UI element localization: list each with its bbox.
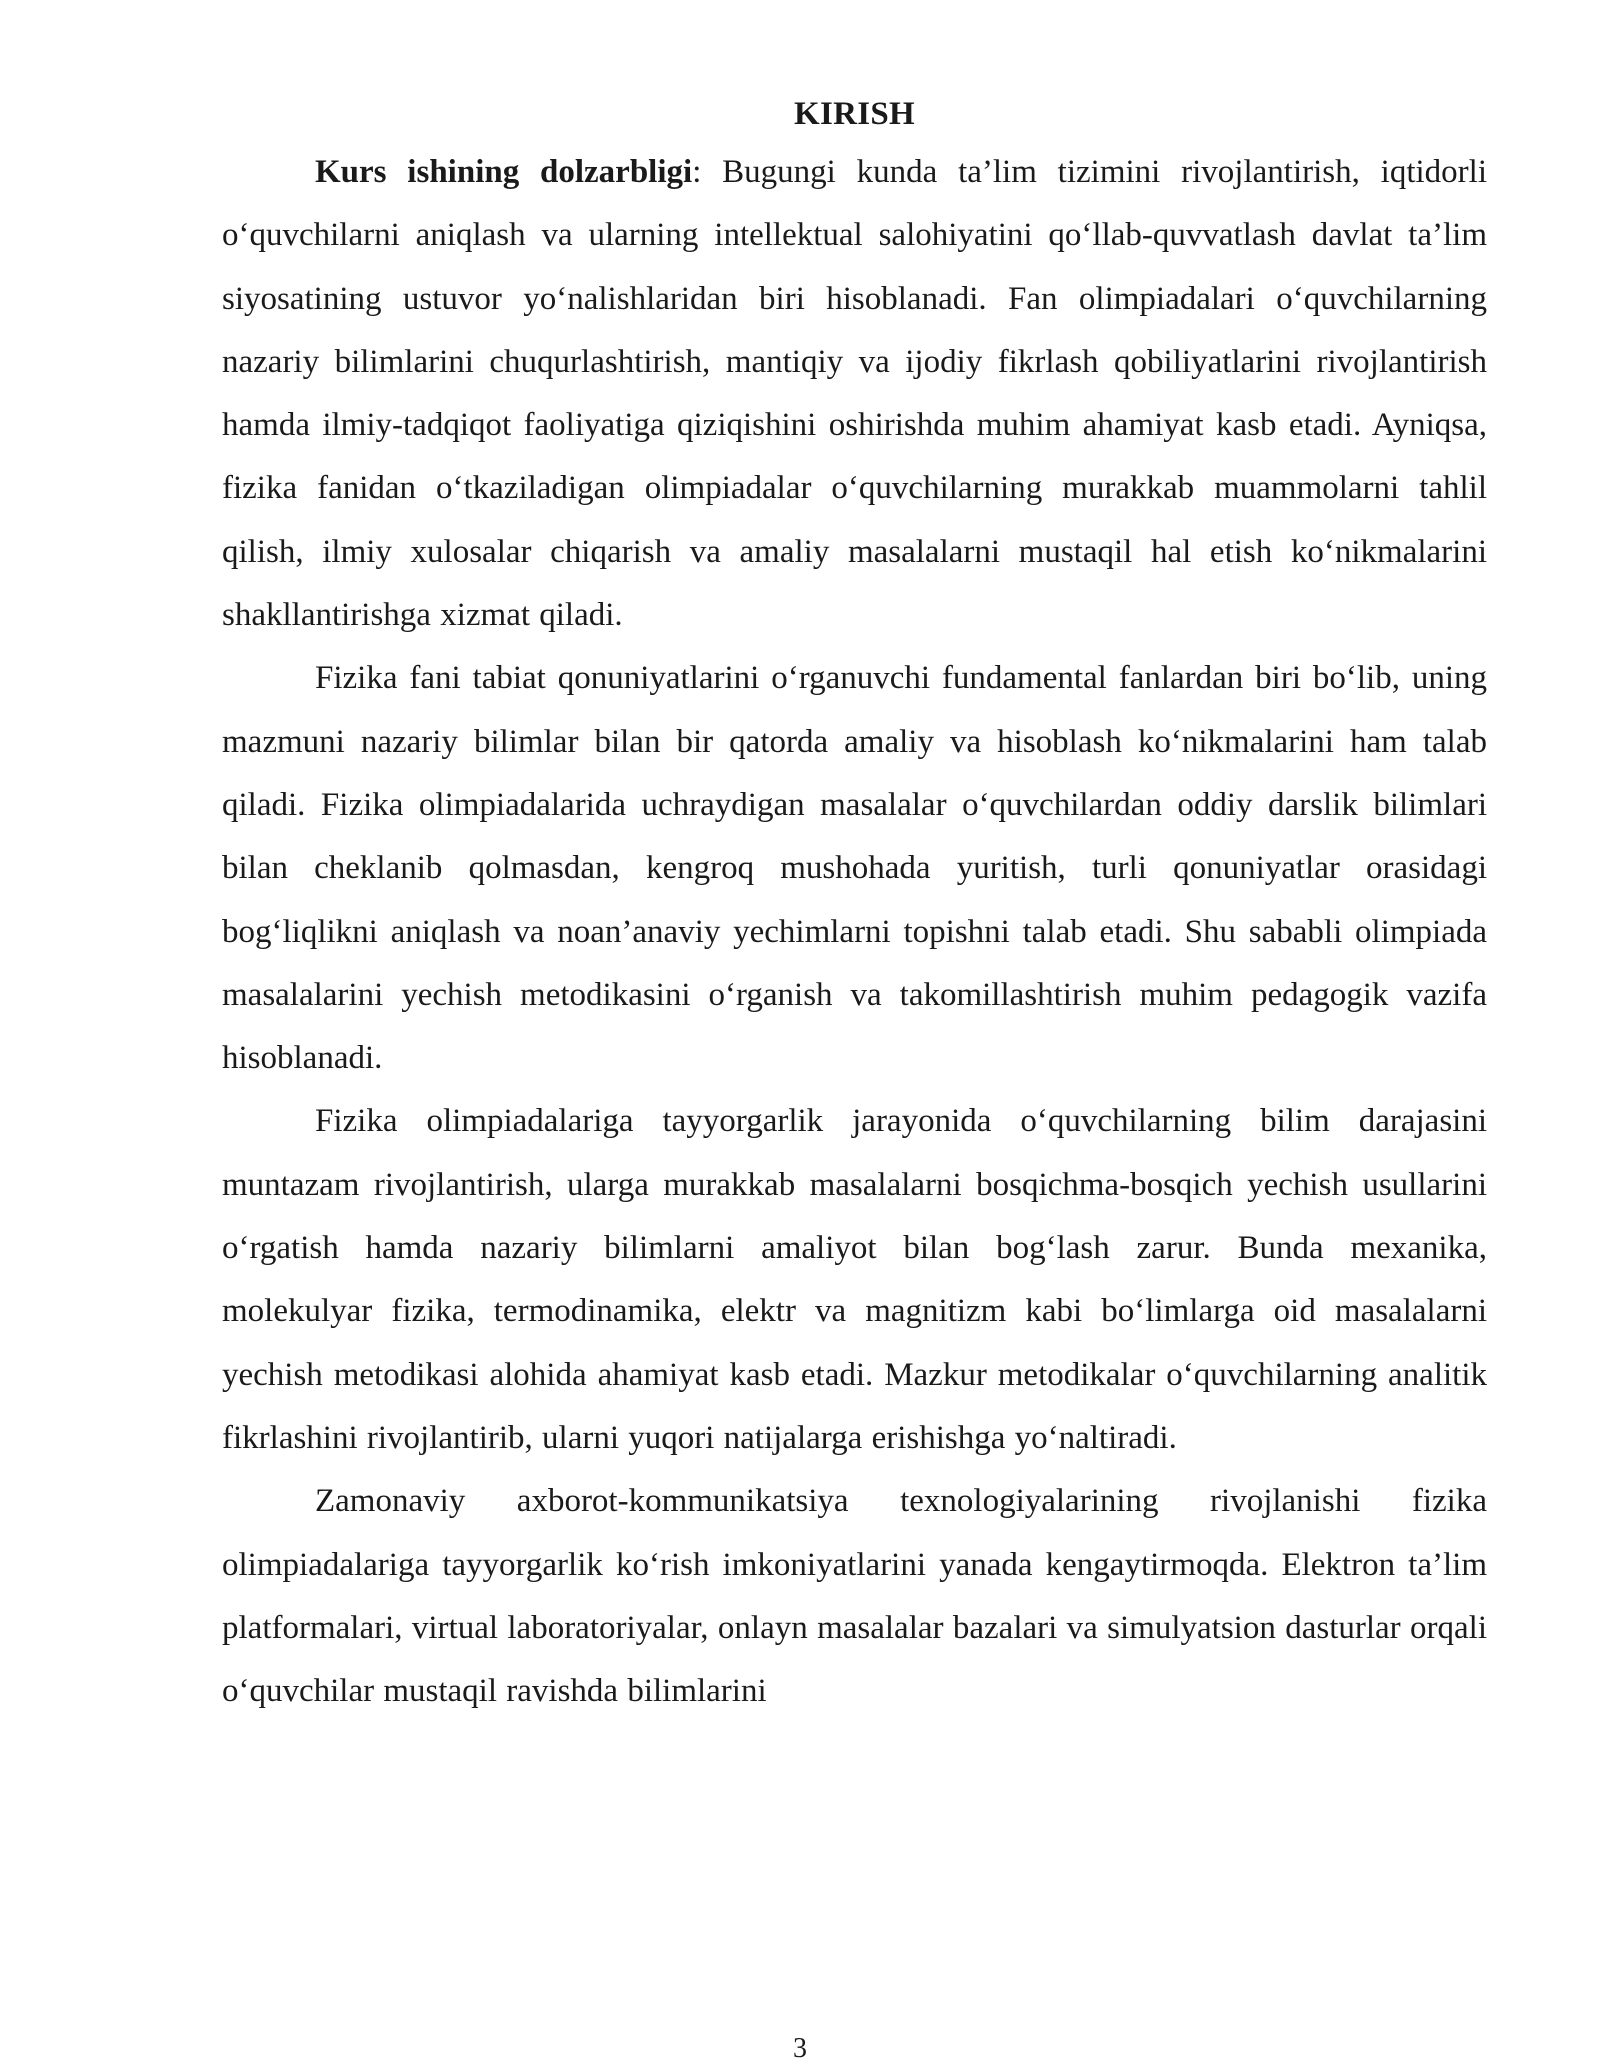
paragraph-text: Fizika olimpiadalariga tayyorgarlik jarayonida o‘quvchilarning bilim darajasini muntazam rivojlantirish, ularga murakkab masalalarni bosqichma-bosqich yechish usullarini o‘rgatish hamda nazariy bilimlarni amaliyot bilan bog‘lash zarur. Bunda mexanika, molekulyar fizika, termodinamika, elektr va magnitizm kabi bo‘limlarga oid masalalarni yechish metodikasi alohida ahamiyat kasb etadi. Mazkur metodikalar o‘quvchilarning analitik fikrlashini rivojlantirib, ularni yuqori natijalarga erishishga yo‘naltiradi. [222,1103,1487,1456]
paragraph-physics-subject [222,647,1487,1090]
paragraph-text: Zamonaviy axborot-kommunikatsiya texnologiyalarining rivojlanishi fizika olimpiadalariga tayyorgarlik ko‘rish imkoniyatlarini yanada kengaytirmoqda. Elektron ta’lim platformalari, virtual laboratoriyalar, onlayn masalalar bazalari va simulyatsion dasturlar orqali o‘quvchilar mustaqil ravishda bilimlarini [222,1483,1487,1710]
paragraph-olympiad-preparation [222,1090,1487,1470]
page-content [222,88,1487,1723]
section-heading: KIRISH [793,96,915,132]
paragraph-text: : Bugungi kunda ta’lim tizimini rivojlantirish, iqtidorli o‘quvchilarni aniqlash va ularning intellektual salohiyatini qo‘llab-quvvatlash davlat ta’lim siyosatining ustuvor yo‘nalishlaridan biri hisoblanadi. Fan olimpiadalari o‘quvchilarning nazariy bilimlarini chuqurlashtirish, mantiqiy va ijodiy fikrlash qobiliyatlarini rivojlantirish hamda ilmiy-tadqiqot faoliyatiga qiziqishini oshirishda muhim ahamiyat kasb etadi. Ayniqsa, fizika fanidan o‘tkaziladigan olimpiadalar o‘quvchilarning murakkab muammolarni tahlil qilish, ilmiy xulosalar chiqarish va amaliy masalalarni mustaqil hal etish ko‘nikmalarini shakllantirishga xizmat qiladi. [222,154,1487,634]
paragraph-relevance [222,141,1487,647]
paragraph-lead-bold: Kurs ishining dolzarbligi [315,154,693,190]
paragraph-text: Fizika fani tabiat qonuniyatlarini o‘rganuvchi fundamental fanlardan biri bo‘lib, uning mazmuni nazariy bilimlar bilan bir qatorda amaliy va hisoblash ko‘nikmalarini ham talab qiladi. Fizika olimpiadalarida uchraydigan masalalar o‘quvchilardan oddiy darslik bilimlari bilan cheklanib qolmasdan, kengroq mushohada yuritish, turli qonuniyatlar orasidagi bog‘liqlikni aniqlash va noan’anaviy yechimlarni topishni talab etadi. Shu sababli olimpiada masalalarini yechish metodikasini o‘rganish va takomillashtirish muhim pedagogik vazifa hisoblanadi. [222,660,1487,1077]
paragraph-ict-technologies [222,1470,1487,1723]
page-number: 3 [793,2033,807,2064]
